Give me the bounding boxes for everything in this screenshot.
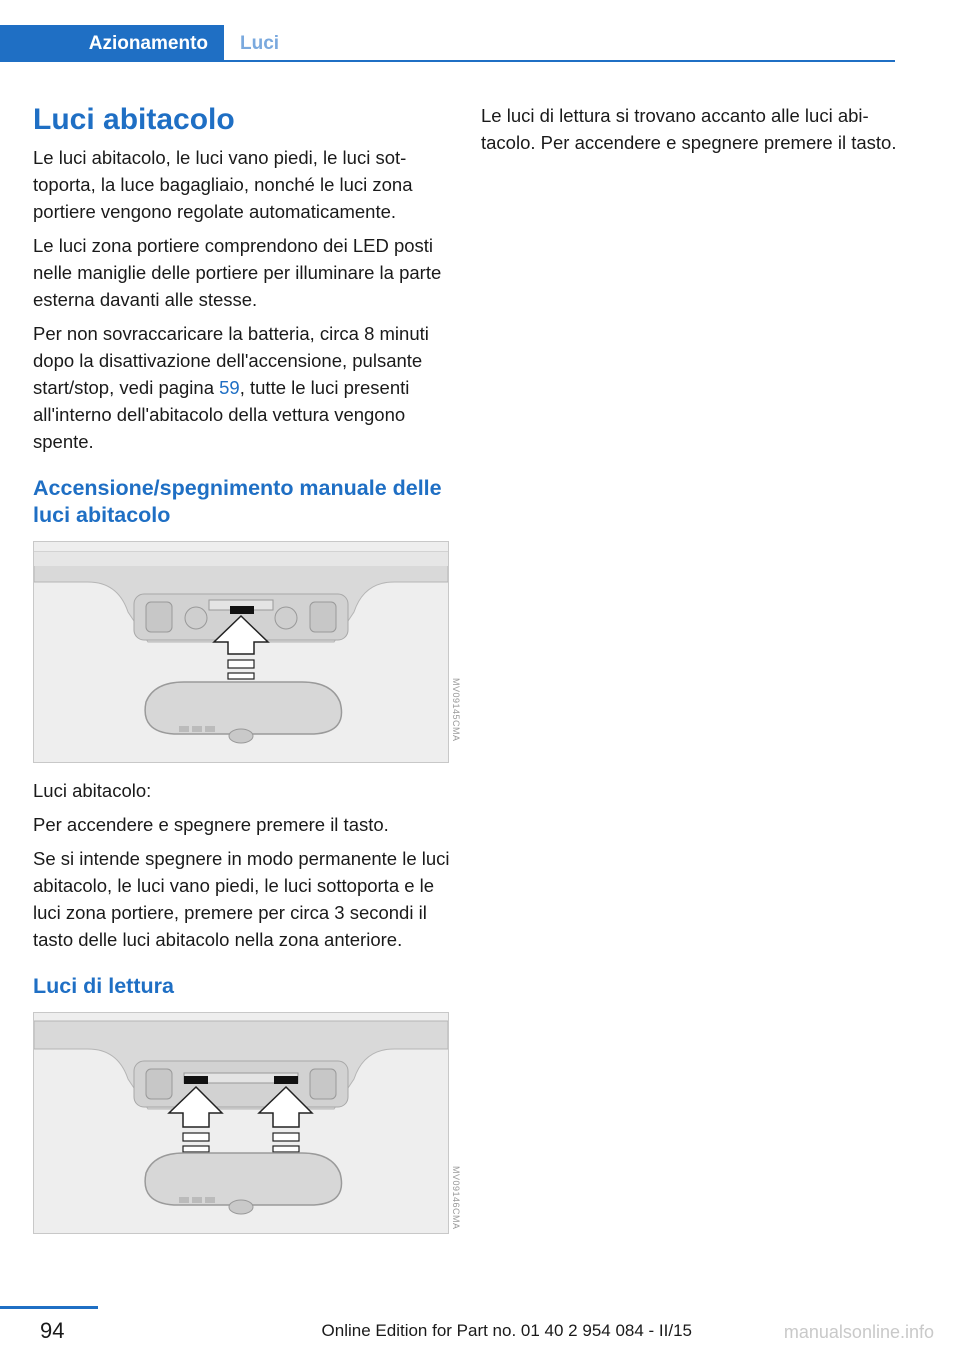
footer-divider — [0, 1306, 98, 1309]
paragraph: Le luci di lettura si trovano accanto alle luci abitacolo. Per accendere e spegnere premere il tasto. — [481, 105, 897, 153]
tab-azionamento[interactable] — [0, 25, 224, 62]
edition-text: Online Edition for Part no. 01 40 2 954 084 - II/15 — [321, 1321, 692, 1340]
paragraph: Per accendere e spegnere premere il tasto. — [33, 814, 389, 835]
paragraph: Per non sovraccaricare la batteria, circa 8 minuti dopo la disattivazione dell'accensione, pulsante start/stop, vedi pagina 59, tutte le luci presenti all'interno dell'abitacolo della vettura vengono spente. — [33, 323, 429, 452]
tab-luci[interactable] — [240, 25, 279, 62]
figure-code: MV09146CMA — [451, 1166, 461, 1230]
section-title: Luci abitacolo — [33, 103, 235, 136]
page-link[interactable]: 59 — [219, 377, 240, 398]
tab-label: Azionamento — [88, 32, 208, 54]
paragraph: Luci abitacolo: — [33, 780, 152, 801]
paragraph: Le luci abitacolo, le luci vano piedi, le luci sottoporta, la luce bagagliaio, nonché le luci zona portiere vengono regolate automaticamente. — [33, 147, 413, 222]
interior-light-illustration — [33, 541, 449, 763]
paragraph: Le luci zona portiere comprendono dei LED posti nelle maniglie delle portiere per illuminare la parte esterna davanti alle stesse. — [33, 235, 442, 310]
tab-label: Luci — [240, 32, 280, 54]
watermark: manualsonline.info — [783, 1322, 934, 1342]
header-divider — [0, 60, 895, 62]
page-number: 94 — [40, 1318, 65, 1343]
left-column — [33, 102, 453, 1248]
paragraph: Se si intende spegnere in modo permanente le luci abitacolo, le luci vano piedi, le luci sottoporta e le luci zona portiere, premere per circa 3 secondi il tasto delle luci abitacolo nella zona anteriore. — [33, 848, 450, 950]
reading-light-illustration — [33, 1012, 449, 1234]
right-column — [481, 102, 901, 163]
figure-code: MV09145CMA — [451, 678, 461, 742]
subsection-title: Luci di lettura — [33, 974, 174, 998]
subsection-title: Accensione/spegnimento manuale delle luci abitacolo — [33, 476, 442, 527]
